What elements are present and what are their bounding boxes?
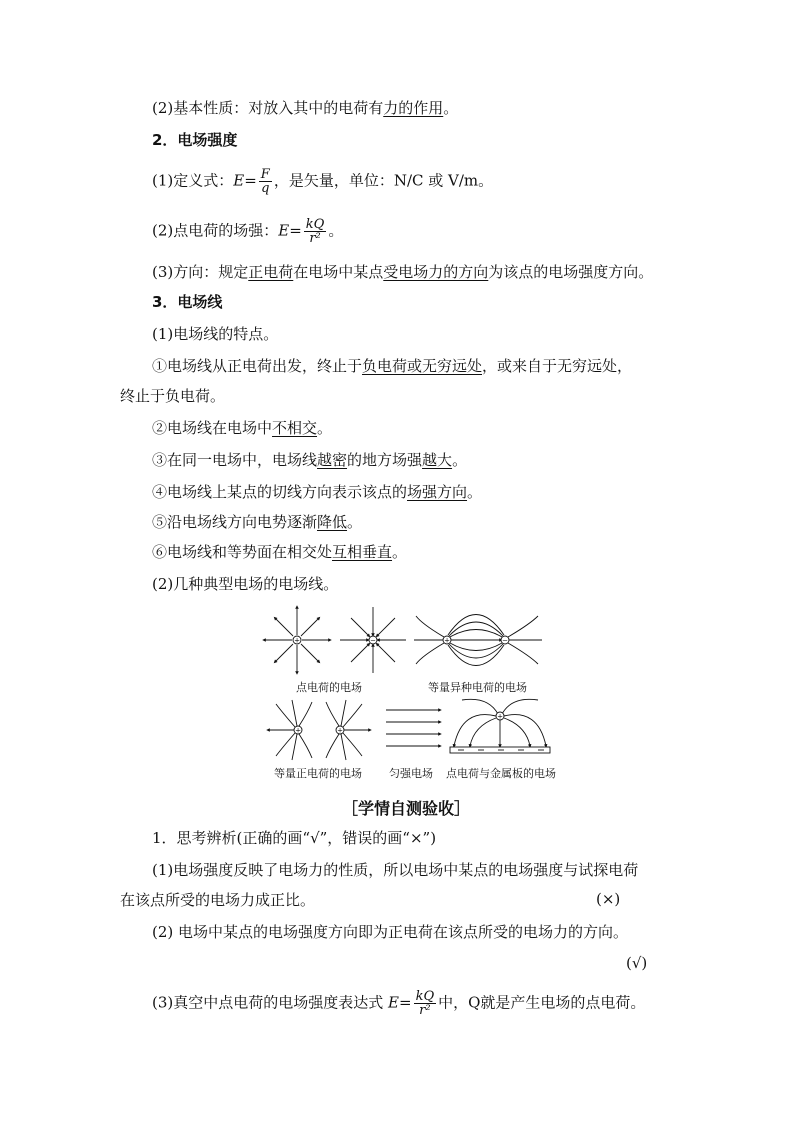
text-segment: ⑤沿电场线方向电势逐渐 (152, 513, 318, 531)
caption-opposite-charges: 等量异种电荷的电场 (428, 681, 527, 694)
text-segment: 。 (317, 419, 333, 437)
quiz-question-1: 1．思考辨析(正确的画“√”，错误的画“×”) (152, 829, 437, 847)
charge-plate-field (450, 699, 550, 753)
text-segment: (3)方向：规定 (152, 263, 249, 281)
text-segment: 。 (452, 451, 468, 469)
quiz-item-1-mark: (×) (596, 890, 621, 908)
text-segment: 中，Q就是产生电场的点电荷。 (438, 993, 646, 1012)
plus-sign: + (337, 726, 343, 735)
text-segment: (1)定义式： (152, 171, 234, 190)
text-segment: 。 (328, 221, 344, 240)
text-segment: ②电场线在电场中 (152, 419, 273, 437)
definition-line (152, 168, 493, 195)
underlined-answer: 互相垂直 (332, 543, 393, 561)
feature-1-line (152, 356, 632, 376)
uniform-field (386, 710, 440, 746)
fraction (304, 218, 327, 245)
section-title: ［学情自测验收］ (342, 799, 471, 818)
feature-6-line (152, 542, 407, 562)
underlined-answer: 越密 (317, 451, 348, 469)
quiz-item-2: (2) 电场中某点的电场强度方向即为正电荷在该点所受的电场力的方向。 (152, 923, 629, 941)
opposite-charges-field (414, 615, 542, 666)
plus-sign: + (444, 636, 450, 645)
plus-sign: + (295, 726, 301, 735)
fraction-denominator: q (261, 181, 270, 196)
underlined-answer: 受电场力的方向 (383, 263, 489, 281)
text-segment: ①电场线从正电荷出发，终止于 (152, 357, 363, 375)
plus-sign: + (294, 636, 300, 645)
feature-2-line (152, 418, 332, 438)
underlined-answer: 越大 (422, 451, 453, 469)
quiz-item-3 (152, 990, 645, 1017)
point-charge-line (152, 218, 343, 245)
text-segment: ③在同一电场中，电场线 (152, 451, 318, 469)
heading-field-strength: 2．电场强度 (152, 131, 238, 149)
plus-sign: + (497, 712, 503, 721)
text-segment: 。 (392, 543, 408, 561)
fraction-denominator: r² (309, 231, 321, 246)
feature-5-line (152, 512, 362, 532)
fraction-numerator: kQ (415, 989, 435, 1004)
heading-field-lines: 3．电场线 (152, 293, 223, 311)
like-charges-field (268, 700, 370, 760)
underlined-answer: 降低 (317, 513, 348, 531)
equals-sign: = (244, 171, 257, 190)
features-line: (1)电场线的特点。 (152, 325, 279, 343)
text-segment: ，是矢量，单位：N/C 或 V/m。 (273, 171, 494, 190)
text-segment: ，或来自于无穷远处， (482, 357, 633, 375)
underlined-answer: 正电荷 (248, 263, 294, 281)
fraction-numerator: F (260, 167, 270, 182)
minus-sign: − (370, 636, 376, 645)
symbol-e: E (278, 221, 290, 240)
caption-charge-plate: 点电荷与金属板的电场 (446, 767, 556, 780)
property-line (152, 98, 458, 118)
equals-sign: = (398, 993, 412, 1012)
caption-point-charge: 点电荷的电场 (296, 681, 362, 694)
caption-like-charges: 等量正电荷的电场 (274, 767, 362, 780)
caption-uniform-field: 匀强电场 (389, 767, 433, 780)
text-segment: 。 (347, 513, 363, 531)
text-segment: 。 (467, 483, 483, 501)
text-segment: 在电场中某点 (293, 263, 384, 281)
text-segment: (2)基本性质：对放入其中的电荷有 (152, 99, 384, 117)
typical-fields-line: (2)几种典型电场的电场线。 (152, 575, 339, 593)
text-segment: 为该点的电场强度方向。 (488, 263, 654, 281)
equals-sign: = (289, 221, 302, 240)
direction-line (152, 262, 653, 282)
fraction (259, 168, 272, 195)
quiz-item-1: (1)电场强度反映了电场力的性质，所以电场中某点的电场强度与试探电荷 (152, 861, 639, 879)
feature-1-continuation: 终止于负电荷。 (120, 387, 226, 405)
fraction (414, 990, 437, 1017)
fraction-denominator: r² (419, 1003, 431, 1018)
underlined-answer: 力的作用 (383, 99, 444, 117)
symbol-e: E (233, 171, 245, 190)
underlined-answer: 不相交 (272, 419, 318, 437)
fraction-numerator: kQ (305, 217, 325, 232)
quiz-item-2-mark: (√) (626, 954, 648, 972)
text-segment: 。 (443, 99, 459, 117)
minus-sign: − (502, 636, 508, 645)
underlined-answer: 场强方向 (407, 483, 468, 501)
text-segment: 的地方场强 (347, 451, 423, 469)
text-segment: (2)点电荷的场强： (152, 221, 279, 240)
feature-4-line (152, 482, 482, 502)
text-segment: ⑥电场线和等势面在相交处 (152, 543, 333, 561)
underlined-answer: 负电荷或无穷远处 (362, 357, 483, 375)
feature-3-line (152, 450, 467, 470)
text-segment: ④电场线上某点的切线方向表示该点的 (152, 483, 408, 501)
symbol-e: E (388, 993, 399, 1012)
quiz-item-1-continuation: 在该点所受的电场力成正比。 (120, 891, 316, 909)
text-segment: (3)真空中点电荷的电场强度表达式 (152, 993, 384, 1012)
